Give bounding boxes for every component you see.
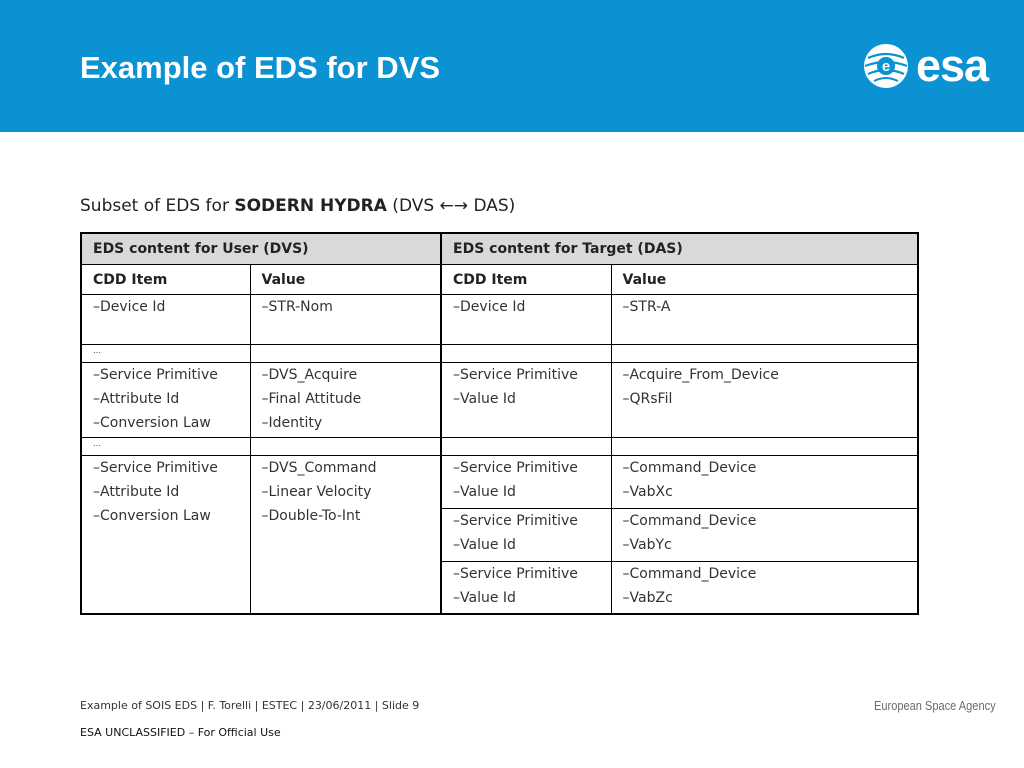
cell-target-item: –Service Primitive –Value Id [441,456,611,509]
group-header-row [81,233,918,265]
eds-table [80,232,919,615]
ellipsis-cell: … [81,345,250,363]
cell-target-value: –STR-A [611,295,918,345]
col-header-user-value: Value [250,265,441,295]
svg-text:e: e [881,58,891,75]
footer-classification: ESA UNCLASSIFIED – For Official Use [80,726,281,739]
cell-user-item: –Device Id [81,295,250,345]
col-header-target-item: CDD Item [441,265,611,295]
cell-target-item: –Service Primitive –Value Id [441,363,611,438]
cell-user-item: –Service Primitive –Attribute Id –Conversion Law [81,456,250,615]
ellipsis-row [81,438,918,456]
cell-target-item: –Service Primitive –Value Id [441,509,611,562]
esa-globe-icon [862,40,912,92]
footer-slide-info: Example of SOIS EDS | F. Torelli | ESTEC | 23/06/2011 | Slide 9 [80,699,420,712]
cell-user-value: –DVS_Command –Linear Velocity –Double-To-Int [250,456,441,615]
cell-target-value: –Command_Device –VabZc [611,562,918,615]
caption-suffix: (DVS ←→ DAS) [386,196,516,216]
caption-product: SODERN HYDRA [234,196,387,216]
table-row [81,456,918,509]
title-bar [0,0,1024,132]
column-header-row [81,265,918,295]
col-header-target-value: Value [611,265,918,295]
footer-agency-name: European Space Agency [874,698,996,713]
cell-target-item: –Device Id [441,295,611,345]
esa-logo-text: esa [916,40,989,91]
cell-target-value: –Acquire_From_Device –QRsFil [611,363,918,438]
ellipsis-row [81,345,918,363]
esa-logo [862,40,1002,92]
slide-title: Example of EDS for DVS [80,50,441,85]
cell-target-value: –Command_Device –VabXc [611,456,918,509]
group-header-user: EDS content for User (DVS) [81,233,441,265]
col-header-user-item: CDD Item [81,265,250,295]
cell-user-value: –DVS_Acquire –Final Attitude –Identity [250,363,441,438]
cell-target-value: –Command_Device –VabYc [611,509,918,562]
group-header-target: EDS content for Target (DAS) [441,233,918,265]
table-row [81,363,918,438]
cell-target-item: –Service Primitive –Value Id [441,562,611,615]
table-caption [80,196,515,216]
caption-prefix: Subset of EDS for [80,196,235,216]
cell-user-value: –STR-Nom [250,295,441,345]
cell-user-item: –Service Primitive –Attribute Id –Conversion Law [81,363,250,438]
table-row [81,295,918,345]
ellipsis-cell: … [81,438,250,456]
